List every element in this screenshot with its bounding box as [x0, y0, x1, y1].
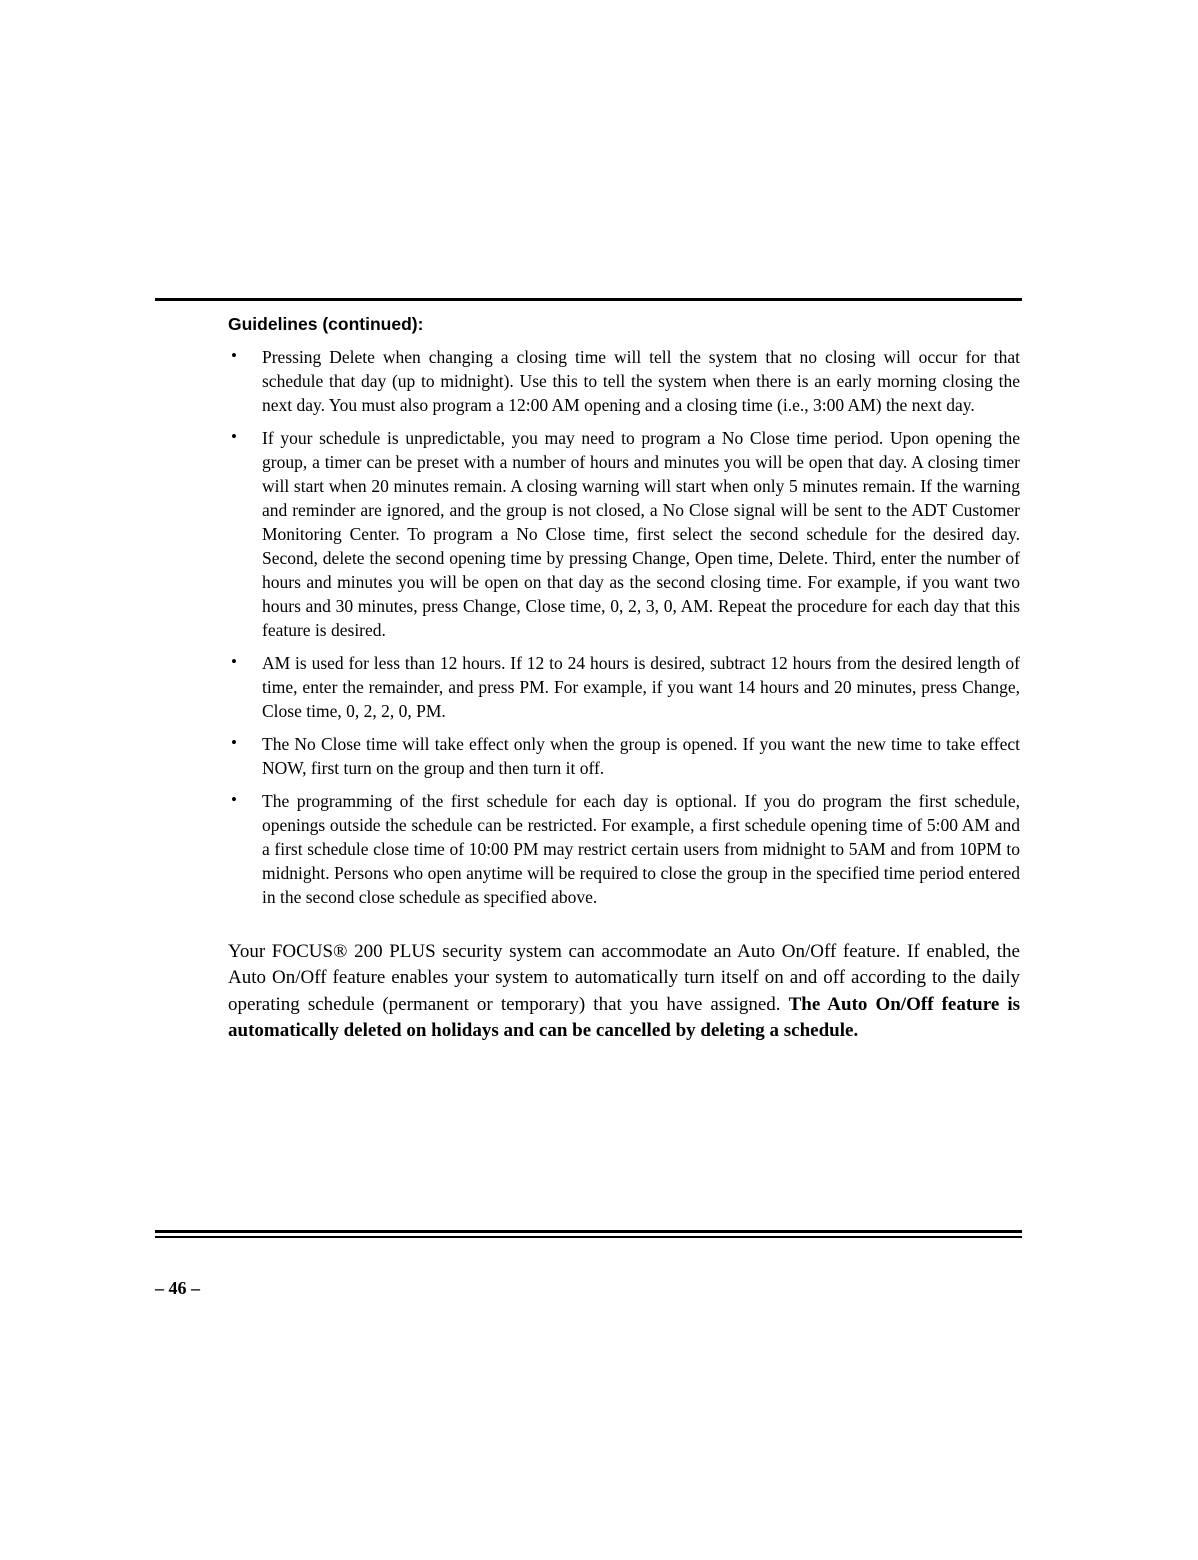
closing-text-bold: The Auto On/Off feature is automatically deleted on holidays and can be cancelled by deleting a schedule.	[228, 993, 1020, 1042]
bullet-text: The programming of the first schedule for each day is optional. If you do program the first schedule, openings outside the schedule can be restricted. For example, a first schedule opening time of 5:00 AM and a first schedule close time of 10:00 PM may restrict certain users from midnight to 5AM and from 10PM to midnight. Persons who open anytime will be required to close the group in the specified time period entered in the second close schedule as specified above.	[262, 790, 1020, 907]
page-number: – 46 –	[155, 1278, 200, 1298]
list-item	[228, 732, 1020, 780]
bullet-text: AM is used for less than 12 hours. If 12 to 24 hours is desired, subtract 12 hours from the desired length of time, enter the remainder, and press PM. For example, if you want 14 hours and 20 minutes, press Change, Close time, 0, 2, 2, 0, PM.	[262, 652, 1020, 721]
bullet-text: The No Close time will take effect only when the group is opened. If you want the new time to take effect NOW, first turn on the group and then turn it off.	[262, 733, 1020, 778]
bullet-text: If your schedule is unpredictable, you may need to program a No Close time period. Upon opening the group, a timer can be preset with a number of hours and minutes you will be open that day. A closing timer will start when 20 minutes remain. A closing warning will start when only 5 minutes remain. If the warning and reminder are ignored, and the group is not closed, a No Close signal will be sent to the ADT Customer Monitoring Center. To program a No Close time, first select the second schedule for the desired day. Second, delete the second opening time by pressing Change, Open time, Delete. Third, enter the number of hours and minutes you will be open on that day as the second closing time. For example, if you want two hours and 30 minutes, press Change, Close time, 0, 2, 3, 0, AM. Repeat the procedure for each day that this feature is desired.	[262, 427, 1020, 640]
guidelines-list	[228, 345, 1020, 909]
closing-text-normal: Your FOCUS® 200 PLUS security system can accommodate an Auto On/Off feature. If enabled, the Auto On/Off feature enables your system to automatically turn itself on and off according to the daily operating schedule (permanent or temporary) that you have assigned.	[228, 940, 1020, 1015]
bullet-icon: •	[231, 651, 237, 671]
guidelines-heading: Guidelines (continued):	[228, 314, 424, 334]
list-item	[228, 789, 1020, 909]
list-item	[228, 426, 1020, 642]
list-item	[228, 345, 1020, 417]
bullet-icon: •	[231, 789, 237, 809]
bullet-icon: •	[231, 732, 237, 752]
bullet-icon: •	[231, 345, 237, 365]
bullet-icon: •	[231, 426, 237, 446]
list-item	[228, 651, 1020, 723]
closing-paragraph	[228, 939, 1020, 1045]
bottom-double-rule	[155, 1230, 1022, 1238]
top-rule	[155, 298, 1022, 301]
content-area	[228, 314, 1020, 1045]
bullet-text: Pressing Delete when changing a closing time will tell the system that no closing will occur for that schedule that day (up to midnight). Use this to tell the system when there is an early morning closing the next day. You must also program a 12:00 AM opening and a closing time (i.e., 3:00 AM) the next day.	[262, 346, 1020, 415]
